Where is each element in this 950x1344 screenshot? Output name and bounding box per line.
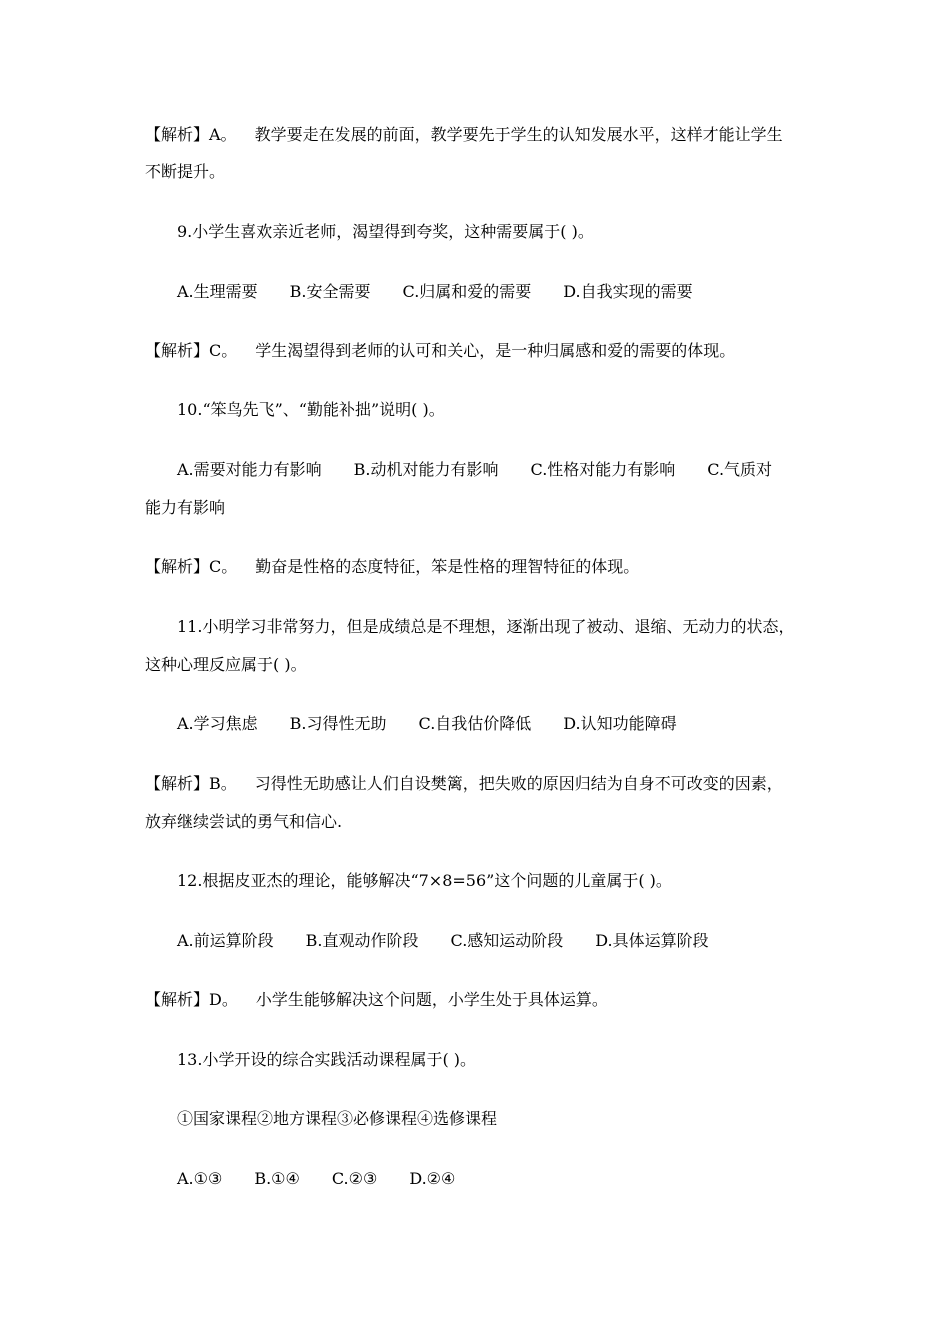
option-b: B.动机对能力有影响	[353, 460, 499, 479]
question-13-stem	[177, 1041, 847, 1078]
question-stem: 11.小明学习非常努力，但是成绩总是不理想，逐渐出现了被动、退缩、无动力的状态，	[177, 617, 795, 636]
option-b: B.安全需要	[289, 282, 371, 301]
question-12-options	[177, 922, 847, 959]
option-a: A.需要对能力有影响	[177, 460, 322, 479]
question-stem: 12.根据皮亚杰的理论，能够解决“7×8=56”这个问题的儿童属于( )。	[177, 871, 672, 890]
option-continued: 能力有影响	[145, 498, 226, 517]
analysis-tag: 【解析】C。	[145, 341, 238, 360]
question-stem: 10.“笨鸟先飞”、“勤能补拙”说明( )。	[177, 400, 445, 419]
option-d: D.自我实现的需要	[563, 282, 693, 301]
question-11-stem-line-1	[177, 608, 847, 645]
analysis-text: 勤奋是性格的态度特征，笨是性格的理智特征的体现。	[255, 557, 640, 576]
analysis-tag: 【解析】B。	[145, 774, 237, 793]
analysis-11-line-1	[145, 765, 815, 802]
question-stem: 9.小学生喜欢亲近老师，渴望得到夸奖，这种需要属于( )。	[177, 222, 594, 241]
option-a: A.①③	[177, 1169, 223, 1188]
question-stem: 13.小学开设的综合实践活动课程属于( )。	[177, 1050, 477, 1069]
question-11-options	[177, 705, 847, 742]
option-d: D.②④	[409, 1169, 456, 1188]
option-a: A.学习焦虑	[177, 714, 258, 733]
analysis-text: 学生渴望得到老师的认可和关心，是一种归属感和爱的需要的体现。	[255, 341, 736, 360]
option-c: C.性格对能力有影响	[530, 460, 676, 479]
question-13-items	[177, 1100, 847, 1137]
option-b: B.习得性无助	[289, 714, 387, 733]
option-c: C.归属和爱的需要	[402, 282, 532, 301]
question-10-options	[177, 451, 847, 488]
question-12-stem	[177, 862, 847, 899]
analysis-text: 习得性无助感让人们自设樊篱，把失败的原因归结为自身不可改变的因素，	[254, 774, 783, 793]
option-c: C.自我估价降低	[418, 714, 532, 733]
question-9-options	[177, 273, 847, 310]
option-a: A.前运算阶段	[177, 931, 274, 950]
analysis-11-line-2	[145, 803, 815, 840]
option-b: B.①④	[254, 1169, 300, 1188]
option-d: D.具体运算阶段	[595, 931, 709, 950]
option-d: C.气质对	[707, 460, 773, 479]
option-b: B.直观动作阶段	[305, 931, 419, 950]
option-a: A.生理需要	[177, 282, 258, 301]
analysis-8-line-2	[145, 153, 815, 190]
question-11-stem-line-2	[145, 646, 815, 683]
question-13-options	[177, 1160, 847, 1197]
option-d: D.认知功能障碍	[563, 714, 677, 733]
analysis-tag: 【解析】A。	[145, 125, 237, 144]
analysis-8-line-1	[145, 116, 815, 153]
analysis-tag: 【解析】C。	[145, 557, 238, 576]
option-c: C.感知运动阶段	[450, 931, 564, 950]
question-items: ①国家课程②地方课程③必修课程④选修课程	[177, 1109, 498, 1128]
analysis-10	[145, 548, 815, 585]
question-10-options-continued	[145, 489, 815, 526]
question-stem: 这种心理反应属于( )。	[145, 655, 307, 674]
analysis-text: 放弃继续尝试的勇气和信心.	[145, 812, 343, 831]
analysis-tag: 【解析】D。	[145, 990, 238, 1009]
analysis-text: 不断提升。	[145, 162, 226, 181]
analysis-text: 小学生能够解决这个问题，小学生处于具体运算。	[255, 990, 608, 1009]
analysis-text: 教学要走在发展的前面，教学要先于学生的认知发展水平，这样才能让学生	[254, 125, 783, 144]
question-10-stem	[177, 391, 847, 428]
analysis-9	[145, 332, 815, 369]
analysis-12	[145, 981, 815, 1018]
option-c: C.②③	[331, 1169, 378, 1188]
question-9-stem	[177, 213, 847, 250]
